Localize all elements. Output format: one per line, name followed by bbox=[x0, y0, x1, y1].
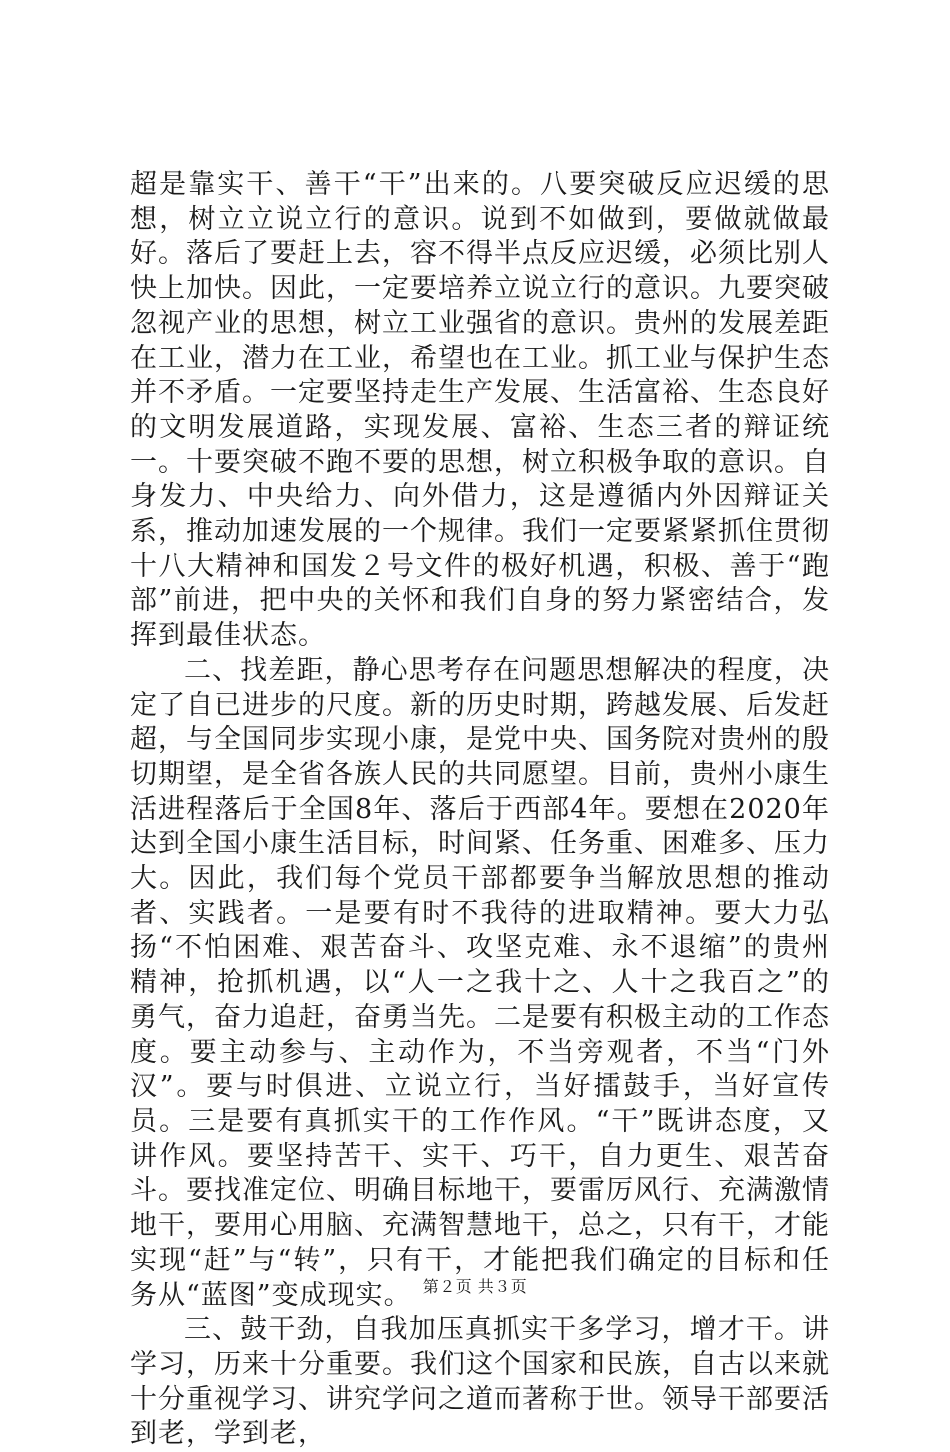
paragraph-section-two: 二、找差距，静心思考存在问题思想解决的程度，决定了自已进步的尺度。新的历史时期，跨越发展、后发赶超，与全国同步实现小康，是党中央、国务院对贵州的殷切期望，是全省各族人民的共同愿望。目前，贵州小康生活进程落后于全国8年、落后于西部4年。要想在2020年达到全国小康生活目标，时间紧、任务重、困难多、压力大。因此，我们每个党员干部都要争当解放思想的推动者、实践者。一是要有时不我待的进取精神。要大力弘扬“不怕困难、艰苦奋斗、攻坚克难、永不退缩”的贵州精神，抢抓机遇，以“人一之我十之、人十之我百之”的勇气，奋力追赶，奋勇当先。二是要有积极主动的工作态度。要主动参与、主动作为，不当旁观者，不当“门外汉”。要与时俱进、立说立行，当好擂鼓手，当好宣传员。三是要有真抓实干的工作作风。“干”既讲态度，又讲作风。要坚持苦干、实干、巧干，自力更生、艰苦奋斗。要找准定位、明确目标地干，要雷厉风行、充满激情地干，要用心用脑、充满智慧地干，总之，只有干，才能实现“赶”与“转”，只有干，才能把我们确定的目标和任务从“蓝图”变成现实。 bbox=[130, 654, 830, 1311]
paragraph-section-three: 三、鼓干劲，自我加压真抓实干多学习，增才干。讲学习，历来十分重要。我们这个国家和民族，自古以来就十分重视学习、讲究学问之道而著称于世。领导干部要活到老，学到老， bbox=[130, 1314, 830, 1450]
paragraph-continuation: 超是靠实干、善干“干”出来的。八要突破反应迟缓的思想，树立立说立行的意识。说到不如做到，要做就做最好。落后了要赶上去，容不得半点反应迟缓，必须比别人快上加快。因此，一定要培养立说立行的意识。九要突破忽视产业的思想，树立工业强省的意识。贵州的发展差距在工业，潜力在工业，希望也在工业。抓工业与保护生态并不矛盾。一定要坚持走生产发展、生活富裕、生态良好的文明发展道路，实现发展、富裕、生态三者的辩证统一。十要突破不跑不要的思想，树立积极争取的意识。自身发力、中央给力、向外借力，这是遵循内外因辩证关系，推动加速发展的一个规律。我们一定要紧紧抓住贯彻十八大精神和国发２号文件的极好机遇，积极、善于“跑部”前进，把中央的关怀和我们自身的努力紧密结合，发挥到最佳状态。 bbox=[130, 169, 830, 652]
document-body bbox=[130, 168, 830, 1452]
page-number-label: 第２页 共３页 bbox=[422, 1277, 528, 1296]
page-footer bbox=[0, 1274, 950, 1297]
